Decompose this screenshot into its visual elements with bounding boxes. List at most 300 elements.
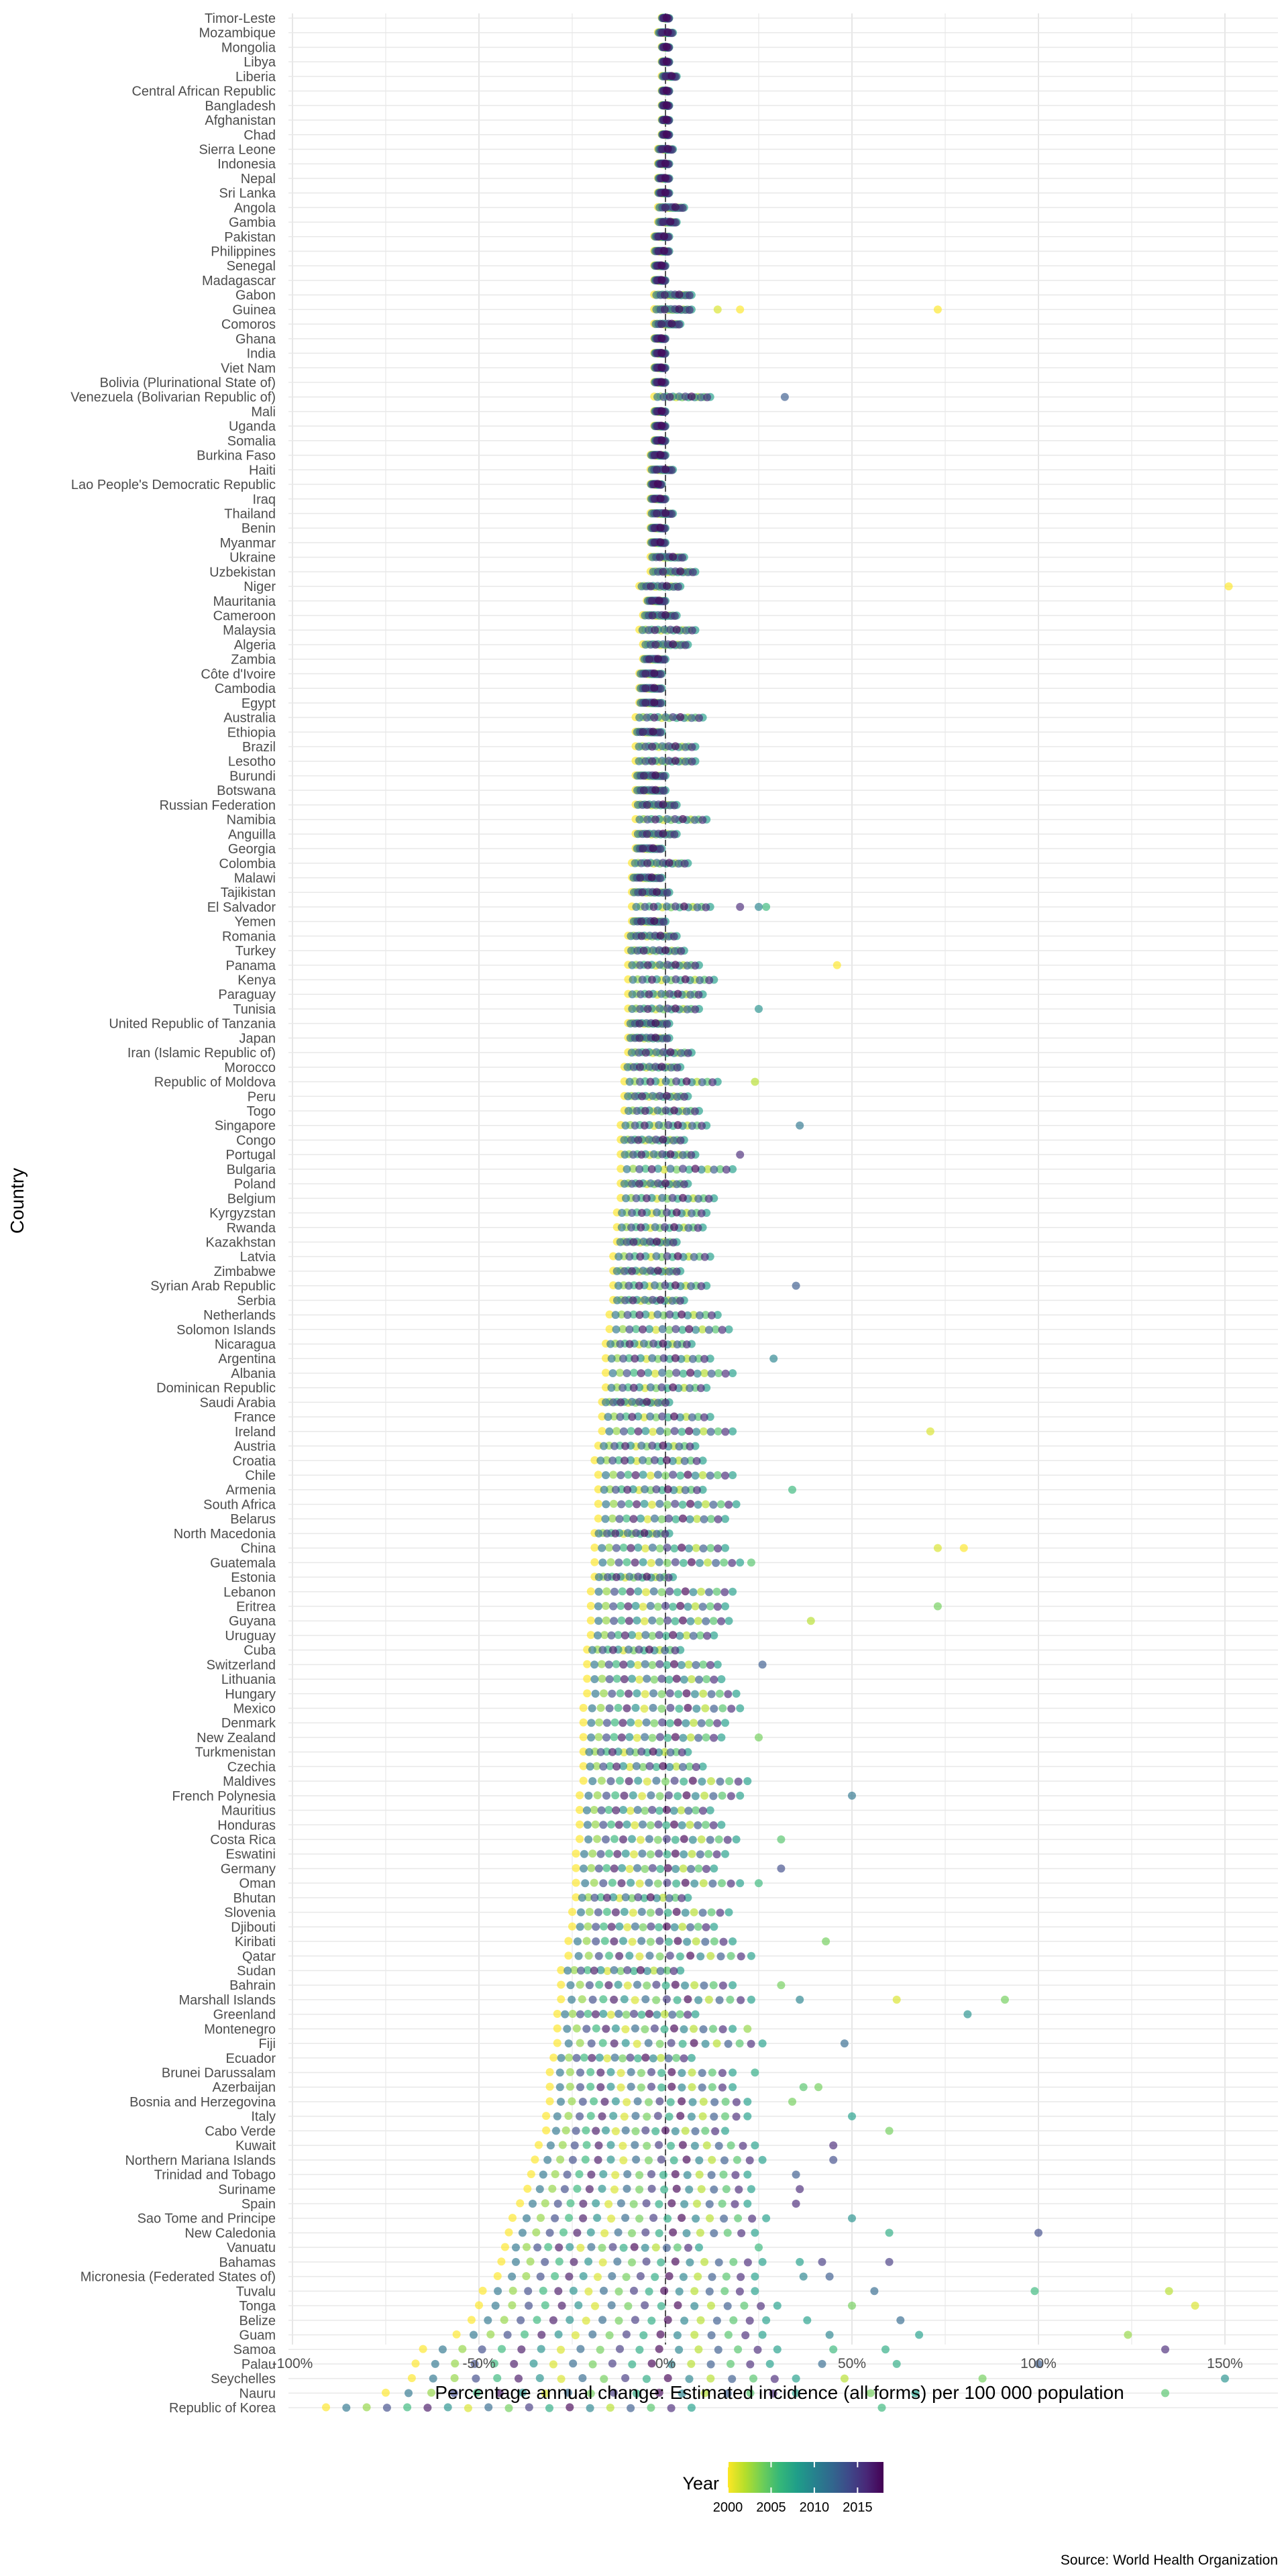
data-point: [649, 728, 657, 736]
data-point: [655, 2345, 663, 2353]
data-point: [718, 2084, 727, 2092]
data-point: [549, 2361, 557, 2369]
data-point: [652, 1485, 660, 1493]
data-point: [669, 1383, 677, 1391]
data-point: [566, 2316, 574, 2324]
data-point: [494, 2272, 502, 2280]
outlier-point: [829, 2345, 837, 2353]
data-point: [737, 1996, 745, 2004]
data-point: [627, 2404, 635, 2412]
data-point: [419, 2345, 427, 2353]
data-point: [729, 1588, 737, 1596]
data-point: [694, 1370, 702, 1378]
outlier-point: [934, 305, 942, 313]
data-point: [617, 1500, 625, 1508]
country-label: Haiti: [248, 463, 276, 478]
country-label: Senegal: [226, 259, 276, 274]
data-point: [566, 2068, 574, 2076]
data-point: [672, 1836, 680, 1844]
data-point: [663, 101, 671, 109]
data-point: [699, 1690, 707, 1698]
data-point: [564, 2171, 572, 2179]
data-point: [661, 713, 669, 721]
data-point: [647, 2404, 655, 2412]
data-point: [607, 2068, 615, 2076]
data-point: [673, 1675, 681, 1683]
data-point: [657, 2084, 665, 2092]
data-point: [618, 1864, 626, 1872]
data-point: [686, 1442, 694, 1450]
data-point: [679, 2141, 687, 2149]
data-point: [737, 2273, 745, 2281]
data-point: [672, 2170, 680, 2178]
data-point: [708, 1370, 716, 1378]
data-point: [684, 1224, 692, 1232]
data-point: [689, 568, 697, 576]
data-point: [604, 2200, 612, 2208]
data-point: [679, 1194, 687, 1202]
data-point: [619, 1719, 627, 1727]
data-point: [572, 1864, 580, 1872]
data-point: [651, 771, 659, 780]
data-point: [635, 2171, 643, 2179]
data-point: [629, 1238, 637, 1246]
country-label: Lebanon: [223, 1585, 276, 1600]
data-point: [647, 1821, 655, 1829]
data-point: [649, 844, 657, 852]
data-point: [641, 1500, 649, 1508]
data-point: [641, 699, 649, 707]
outlier-point: [792, 1282, 800, 1290]
data-point: [600, 1442, 608, 1450]
data-point: [669, 1238, 678, 1246]
data-point: [727, 1792, 735, 1800]
data-point: [747, 1996, 755, 2004]
data-point: [683, 1689, 691, 1697]
outlier-point: [926, 1428, 934, 1436]
data-point: [657, 436, 665, 444]
data-point: [650, 714, 658, 722]
data-point: [565, 2039, 573, 2047]
data-point: [515, 2375, 523, 2383]
data-point: [636, 961, 644, 969]
data-point: [545, 2404, 553, 2412]
data-point: [683, 1006, 691, 1014]
data-point: [709, 1792, 717, 1800]
data-point: [674, 1690, 682, 1698]
data-point: [645, 2098, 653, 2106]
data-point: [672, 1865, 680, 1873]
data-point: [674, 1792, 682, 1800]
data-point: [608, 2359, 616, 2367]
data-point: [659, 1442, 667, 1450]
country-label: Albania: [231, 1366, 276, 1381]
data-point: [721, 1719, 729, 1727]
country-label: Nicaragua: [214, 1337, 276, 1352]
outlier-point: [759, 1660, 767, 1668]
data-point: [734, 2345, 742, 2353]
data-point: [497, 2257, 505, 2265]
data-point: [686, 1515, 694, 1523]
data-point: [720, 1558, 728, 1566]
data-point: [484, 2316, 492, 2324]
data-point: [641, 1544, 649, 1552]
data-point: [722, 1166, 731, 1174]
data-point: [654, 655, 662, 663]
data-point: [669, 553, 677, 561]
data-point: [616, 1398, 625, 1406]
data-point: [665, 1311, 674, 1319]
data-point: [678, 2069, 686, 2077]
data-point: [583, 1689, 591, 1697]
data-point: [657, 2302, 665, 2310]
country-label: Zambia: [231, 652, 276, 667]
data-point: [663, 1835, 671, 1843]
data-point: [596, 2069, 604, 2077]
data-point: [484, 2404, 492, 2412]
data-point: [635, 1282, 643, 1290]
data-point: [751, 2229, 759, 2237]
data-point: [724, 2040, 733, 2048]
data-point: [641, 903, 649, 911]
data-point: [598, 1777, 606, 1785]
data-point: [661, 611, 669, 619]
data-point: [679, 1515, 687, 1523]
data-point: [751, 2141, 759, 2149]
data-point: [598, 1646, 606, 1654]
country-label: Ireland: [234, 1424, 276, 1440]
country-label: New Caledonia: [184, 2226, 276, 2241]
data-point: [580, 1719, 588, 1727]
data-point: [720, 1588, 729, 1596]
data-point: [712, 1559, 720, 1567]
data-point: [629, 1791, 637, 1799]
data-point: [589, 2361, 597, 2369]
data-point: [663, 1806, 671, 1814]
data-point: [656, 1574, 664, 1582]
data-point: [649, 1340, 657, 1348]
data-point: [663, 1734, 672, 1742]
data-point: [688, 392, 696, 400]
outlier-point: [755, 1005, 763, 1013]
data-point: [686, 1368, 694, 1377]
data-point: [676, 1602, 684, 1610]
country-label: Romania: [221, 929, 276, 945]
data-point: [663, 2244, 671, 2252]
data-point: [647, 1923, 655, 1931]
data-point: [675, 1442, 683, 1450]
data-point: [624, 1529, 632, 1537]
data-point: [632, 1471, 640, 1479]
data-point: [576, 1981, 584, 1989]
data-point: [628, 961, 636, 969]
data-point: [615, 1515, 623, 1523]
data-point: [659, 1325, 667, 1333]
country-label: Spain: [241, 2197, 276, 2212]
data-point: [621, 1180, 629, 1188]
data-point: [610, 1835, 619, 1843]
data-point: [671, 1923, 679, 1931]
country-label: Venezuela (Bolivarian Republic of): [70, 390, 276, 405]
data-point: [672, 1733, 680, 1741]
data-point: [731, 2171, 739, 2179]
data-point: [564, 1951, 572, 1960]
data-point: [630, 2287, 638, 2295]
data-point: [648, 743, 656, 751]
data-point: [594, 1909, 602, 1917]
data-point: [702, 1500, 710, 1508]
data-point: [403, 2404, 411, 2412]
data-point: [578, 2374, 586, 2382]
data-point: [667, 2068, 676, 2076]
data-point: [724, 2331, 733, 2339]
data-point: [672, 1004, 680, 1012]
data-point: [618, 1209, 626, 1217]
country-label: Singapore: [214, 1118, 276, 1134]
data-point: [458, 2345, 466, 2353]
data-point: [630, 2200, 638, 2208]
data-point: [688, 1413, 696, 1421]
country-label: Cameroon: [213, 608, 276, 624]
data-point: [672, 975, 680, 983]
x-tick-label: -100%: [272, 2356, 313, 2371]
data-point: [631, 1122, 639, 1130]
data-point: [708, 1880, 716, 1888]
data-point: [637, 2272, 645, 2280]
data-point: [586, 2083, 594, 2091]
data-point: [616, 1602, 625, 1610]
data-point: [648, 873, 656, 881]
data-point: [672, 1077, 680, 1085]
data-point: [608, 1354, 616, 1362]
data-point: [610, 1588, 619, 1596]
data-point: [531, 2155, 539, 2163]
data-point: [675, 1705, 683, 1713]
data-point: [710, 1821, 718, 1829]
outlier-point: [848, 2302, 856, 2310]
data-point: [621, 2374, 629, 2382]
data-point: [657, 1515, 665, 1523]
country-label: Ethiopia: [227, 725, 276, 741]
data-point: [650, 698, 658, 706]
country-label: Sri Lanka: [219, 186, 276, 201]
data-point: [573, 2229, 581, 2237]
data-point: [602, 1617, 610, 1625]
data-point: [727, 1880, 735, 1888]
data-point: [700, 1792, 708, 1800]
data-point: [658, 1150, 666, 1159]
data-point: [590, 1879, 598, 1887]
data-point: [663, 13, 671, 21]
data-point: [614, 1981, 623, 1989]
data-point: [653, 1311, 661, 1319]
data-point: [580, 1777, 588, 1785]
data-point: [643, 1398, 651, 1406]
data-point: [575, 1952, 583, 1960]
outlier-point: [807, 1617, 815, 1625]
data-point: [692, 1705, 700, 1713]
data-point: [766, 2360, 774, 2368]
data-point: [590, 1675, 598, 1683]
data-point: [663, 115, 671, 123]
country-label: Germany: [220, 1862, 276, 1877]
data-point: [610, 1442, 619, 1450]
data-point: [669, 713, 677, 721]
country-label: Philippines: [211, 244, 276, 260]
data-point: [678, 1821, 686, 1829]
data-point: [636, 1078, 644, 1086]
data-point: [629, 1515, 637, 1523]
data-point: [498, 2345, 506, 2353]
data-point: [566, 2243, 574, 2251]
data-point: [605, 1951, 613, 1960]
data-point: [682, 1909, 690, 1917]
data-point: [486, 2330, 494, 2339]
data-point: [666, 1719, 674, 1727]
data-point: [659, 800, 667, 808]
data-point: [690, 1632, 698, 1640]
data-point: [590, 1558, 598, 1566]
data-point: [558, 2302, 566, 2310]
data-point: [594, 1631, 602, 1640]
data-point: [635, 2214, 643, 2222]
data-point: [619, 1835, 627, 1843]
data-point: [719, 2025, 727, 2033]
data-point: [711, 2127, 719, 2135]
outlier-point: [1034, 2229, 1042, 2237]
data-point: [657, 2155, 665, 2163]
data-point: [670, 802, 678, 810]
data-point: [641, 2025, 649, 2033]
data-point: [656, 1427, 664, 1435]
data-point: [412, 2359, 420, 2367]
country-label: Viet Nam: [221, 361, 276, 376]
data-point: [622, 2127, 630, 2135]
data-point: [683, 1938, 691, 1946]
data-point: [657, 364, 665, 372]
data-point: [710, 1981, 718, 1989]
data-point: [606, 2404, 614, 2412]
data-point: [645, 2039, 653, 2047]
data-point: [612, 1573, 621, 1581]
data-point: [733, 1835, 741, 1843]
data-point: [588, 1705, 596, 1713]
data-point: [727, 2141, 735, 2149]
data-point: [701, 1705, 709, 1713]
data-point: [541, 2199, 549, 2207]
data-point: [635, 1719, 643, 1727]
data-point: [512, 2258, 520, 2266]
data-point: [576, 2069, 584, 2077]
data-point: [607, 1777, 615, 1785]
data-point: [638, 1209, 646, 1217]
data-point: [672, 1617, 680, 1625]
data-point: [546, 2097, 554, 2105]
country-label: Bulgaria: [226, 1162, 276, 1177]
data-point: [628, 2259, 636, 2267]
data-point: [674, 1588, 682, 1596]
data-point: [680, 1864, 688, 1872]
data-point: [710, 2186, 718, 2194]
data-point: [680, 1676, 688, 1684]
data-point: [638, 1092, 646, 1100]
country-label: Georgia: [227, 842, 276, 857]
country-label: Anguilla: [227, 827, 276, 843]
data-point: [553, 2039, 561, 2047]
data-point: [634, 1587, 642, 1595]
data-point: [654, 1399, 662, 1407]
data-point: [628, 1675, 636, 1683]
data-point: [687, 1151, 695, 1159]
data-point: [646, 1413, 654, 1421]
data-point: [694, 1923, 702, 1931]
data-point: [651, 1019, 659, 1027]
data-point: [663, 1923, 671, 1931]
legend-tick-label: 2005: [756, 2500, 786, 2515]
data-point: [698, 2185, 706, 2193]
country-label: Fiji: [258, 2037, 276, 2052]
data-point: [653, 2010, 661, 2019]
data-point: [610, 1617, 618, 1625]
country-label: New Zealand: [197, 1730, 276, 1746]
data-point: [690, 1719, 698, 1727]
data-point: [666, 1951, 674, 1960]
data-point: [530, 2359, 538, 2367]
data-point: [688, 627, 696, 635]
data-point: [573, 2054, 581, 2062]
data-point: [646, 1951, 654, 1960]
data-point: [589, 1996, 597, 2004]
data-point: [615, 2288, 623, 2296]
data-point: [598, 1807, 606, 1815]
data-point: [632, 2155, 640, 2163]
data-point: [655, 2141, 663, 2149]
data-point: [679, 1151, 687, 1159]
data-point: [694, 1501, 702, 1509]
data-point: [686, 2259, 694, 2267]
data-point: [678, 1661, 686, 1669]
data-point: [657, 1967, 665, 1975]
country-label: Timor-Leste: [205, 11, 276, 26]
data-point: [618, 1879, 626, 1887]
data-point: [623, 2010, 631, 2019]
data-point: [663, 1879, 672, 1887]
data-point: [684, 2010, 692, 2019]
data-point: [667, 2083, 676, 2091]
country-label: Somalia: [227, 433, 276, 449]
data-point: [683, 1077, 691, 1085]
data-point: [542, 2127, 550, 2135]
data-point: [628, 1180, 636, 1188]
data-point: [714, 1369, 722, 1377]
data-point: [714, 1544, 722, 1552]
data-point: [551, 2272, 559, 2280]
data-point: [672, 1281, 680, 1289]
data-point: [657, 990, 665, 998]
data-point: [670, 932, 678, 941]
data-point: [672, 1981, 680, 1989]
x-tick-label: 100%: [1020, 2356, 1057, 2371]
data-point: [699, 2112, 707, 2121]
data-point: [677, 947, 685, 955]
data-point: [619, 1660, 627, 1668]
data-point: [674, 1937, 682, 1945]
data-point: [612, 1486, 620, 1494]
data-point: [674, 1063, 682, 1071]
data-point: [693, 1515, 701, 1523]
data-point: [707, 1428, 715, 1436]
data-point: [713, 1719, 721, 1727]
